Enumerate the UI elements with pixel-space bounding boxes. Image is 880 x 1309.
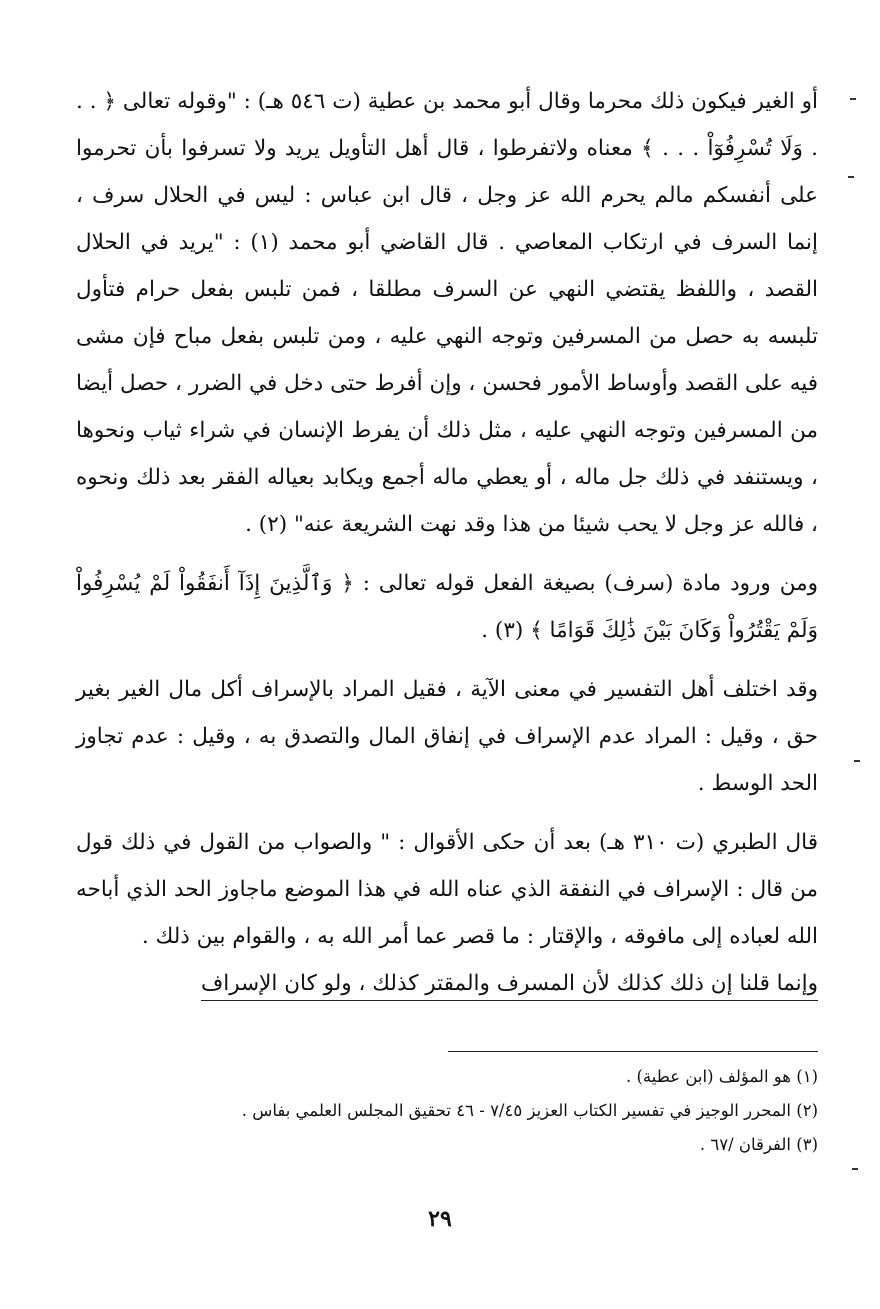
margin-mark <box>848 176 854 178</box>
paragraph-4: قال الطبري (ت ٣١٠ هـ) بعد أن حكى الأقوال : " والصواب من القول في ذلك قول من قال : الإسراف في النفقة الذي عناه الله في هذا الموضع ماجاوز الحد الذي أباحه الله لعباده إلى مافوقه ، والإقتار : ما قصر عما أمر الله به ، والقوام بين ذلك . <box>76 830 818 949</box>
footnotes <box>110 1060 818 1162</box>
margin-mark <box>850 98 856 100</box>
footnote-separator <box>448 1051 818 1052</box>
footnote-2: (٢) المحرر الوجيز في تفسير الكتاب العزيز ٧/٤٥ - ٤٦ تحقيق المجلس العلمي بفاس . <box>241 1101 818 1120</box>
paragraph-3: وقد اختلف أهل التفسير في معنى الآية ، فقيل المراد بالإسراف أكل مال الغير بغير حق ، وقيل : المراد عدم الإسراف في إنفاق المال والتصدق به ، وقيل : عدم تجاوز الحد الوسط . <box>76 677 818 796</box>
continuation-paragraph <box>76 960 818 1007</box>
paragraph-2: ومن ورود مادة (سرف) بصيغة الفعل قوله تعالى : ﴿ وَٱلَّذِينَ إِذَآ أَنفَقُواْ لَمْ يُسْرِفُواْ وَلَمْ يَقْتُرُواْ وَكَانَ بَيْنَ ذَٰلِكَ قَوَامًا ﴾ (٣) . <box>76 571 818 643</box>
paragraph-1: أو الغير فيكون ذلك محرما وقال أبو محمد بن عطية (ت ٥٤٦ هـ) : "وقوله تعالى ﴿ . . . وَلَا تُسْرِفُوٓاْ . . . ﴾ معناه ولاتفرطوا ، قال أهل التأويل يريد ولا تسرفوا بأن تحرموا على أنفسكم مالم يحرم الله عز وجل ، قال ابن عباس : ليس في الحلال سرف ، إنما السرف في ارتكاب المعاصي . قال القاضي أبو محمد (١) : "يريد في الحلال القصد ، واللفظ يقتضي النهي عن السرف مطلقا ، فمن تلبس بفعل حرام فتأول تلبسه به حصل من المسرفين وتوجه النهي عليه ، ومن تلبس بفعل مباح فإن مشى فيه على القصد وأوساط الأمور فحسن ، وإن أفرط حتى دخل في الضرر ، حصل أيضا من المسرفين وتوجه النهي عليه ، مثل ذلك أن يفرط الإنسان في شراء ثياب ونحوها ، ويستنفد في ذلك جل ماله ، أو يعطي ماله أجمع ويكابد بعياله الفقر بعد ذلك ونحوه ، فالله عز وجل لا يحب شيئا من هذا وقد نهت الشريعة عنه" (٢) . <box>76 89 818 537</box>
margin-mark <box>854 760 860 762</box>
main-text <box>76 78 818 1007</box>
page-number: ٢٩ <box>428 1206 452 1232</box>
continuation-line: وإنما قلنا إن ذلك كذلك لأن المسرف والمقتر كذلك ، ولو كان الإسراف <box>201 971 818 1001</box>
footnote-3: (٣) الفرقان /٦٧ . <box>699 1135 818 1154</box>
footnote-1: (١) هو المؤلف (ابن عطية) . <box>625 1067 818 1086</box>
margin-mark <box>852 1168 858 1170</box>
